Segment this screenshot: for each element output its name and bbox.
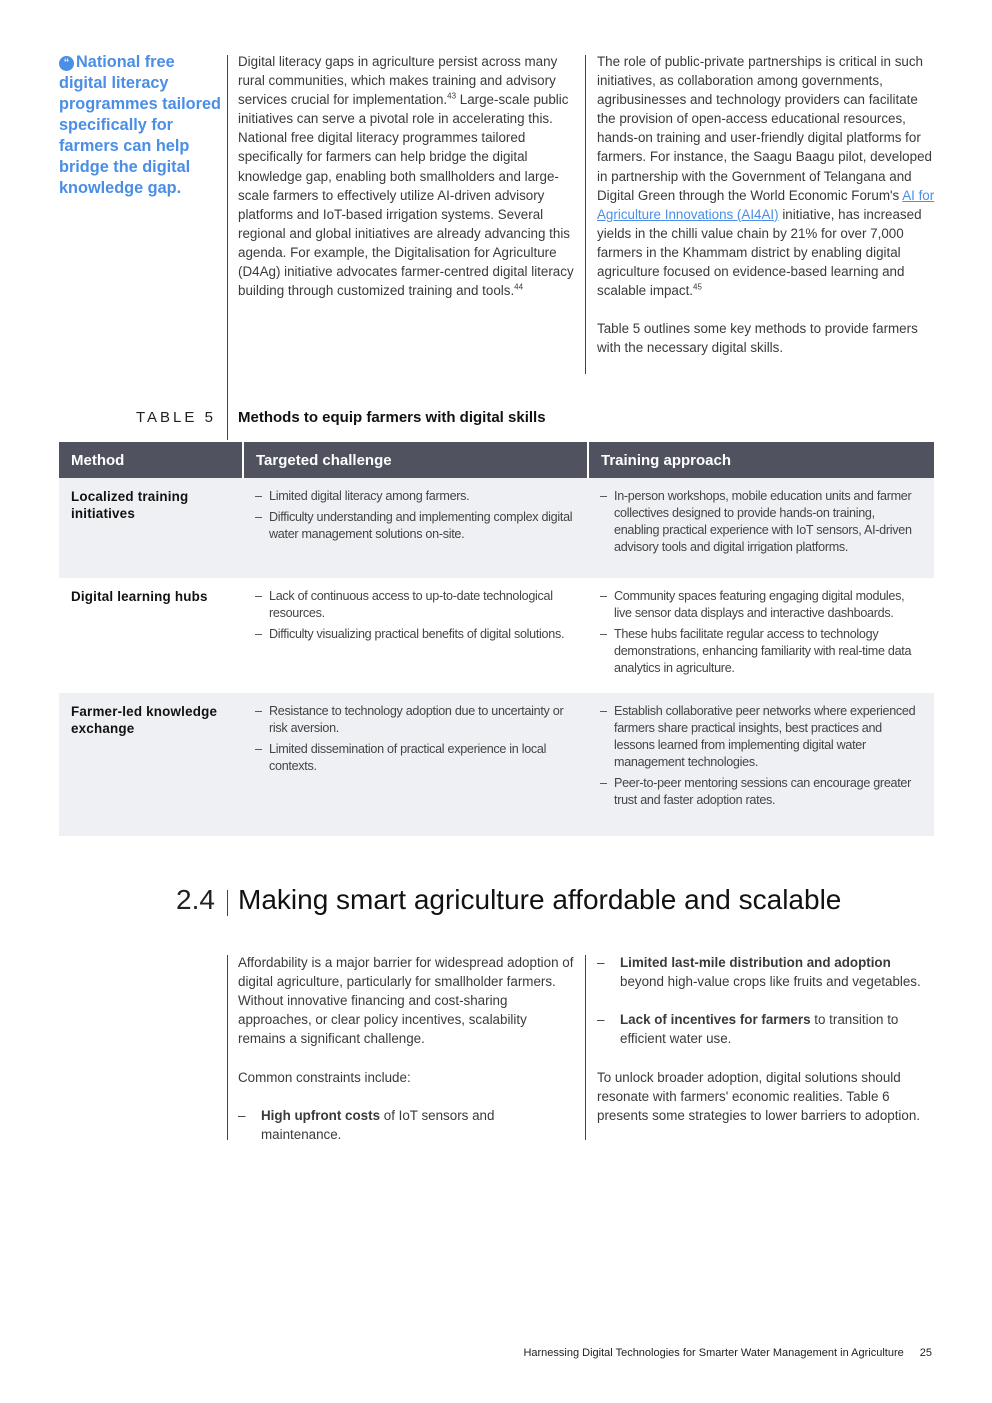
ai4ai-link[interactable]: AI for Agriculture Innovations (AI4AI) [597, 187, 935, 222]
divider [585, 55, 586, 374]
pull-quote-text: National free digital literacy programmes tailored specifically for farmers can help bridge the digital knowledge gap. [59, 53, 221, 197]
methods-table [59, 442, 934, 836]
body-paragraph-mid [238, 52, 578, 300]
list-item: – Limited dissemination of practical experience in local contexts. [255, 741, 576, 775]
bullet-text: to transition to efficient water use. [620, 1012, 899, 1047]
column-header: Targeted challenge [243, 442, 588, 478]
method-cell: Farmer-led knowledge exchange [59, 693, 243, 836]
table-row [59, 693, 934, 836]
list-item: – Limited digital literacy among farmers. [255, 488, 576, 505]
table-title: Methods to equip farmers with digital skills [238, 409, 546, 426]
column-header: Method [59, 442, 243, 478]
list-item: – Establish collaborative peer networks where experienced farmers share practical insights, best practices and lessons learned from implementing digital water management technologies. [600, 703, 922, 771]
footer [507, 1347, 932, 1359]
method-cell: Digital learning hubs [71, 589, 208, 604]
bullet-text: of IoT sensors and maintenance. [261, 1107, 495, 1142]
footnote-ref: 43 [447, 91, 457, 101]
table-row [59, 578, 934, 693]
body-paragraph-right [597, 52, 937, 358]
section-col-right [597, 953, 937, 1125]
list-item: – Difficulty understanding and implementing complex digital water management solutions on-site. [255, 509, 576, 543]
list-item: – Lack of continuous access to up-to-date technological resources. [255, 588, 576, 622]
list-item: – Resistance to technology adoption due to uncertainty or risk aversion. [255, 703, 576, 737]
paragraph: Common constraints include: [238, 1069, 411, 1085]
footnote-ref: 44 [514, 282, 524, 292]
text: initiative, has increased yields in the chilli value chain by 21% for over 7,000 farmers in the Khammam district by enabling digital agriculture focused on evidence-based learning and scalable impact. [597, 206, 922, 299]
divider [227, 55, 228, 440]
bullet-text: beyond high-value crops like fruits and vegetables. [620, 974, 921, 990]
footnote-ref: 45 [693, 282, 702, 292]
list-item: – Difficulty visualizing practical benefits of digital solutions. [255, 626, 576, 643]
section-title: Making smart agriculture affordable and scalable [238, 884, 842, 915]
list-item: – Peer-to-peer mentoring sessions can encourage greater trust and faster adoption rates. [600, 775, 922, 809]
table-row [59, 478, 934, 578]
text: Table 5 outlines some key methods to provide farmers with the necessary digital skills. [597, 321, 918, 356]
bullet [597, 1010, 937, 1048]
text: Digital literacy gaps in agriculture persist across many rural communities, which makes training and advisory services crucial for implementation. [238, 54, 558, 108]
table-label: TABLE 5 [136, 409, 216, 426]
method-cell: Localized training initiatives [59, 478, 243, 578]
bullet-bold: High upfront costs [261, 1107, 381, 1123]
divider [227, 890, 228, 916]
divider [227, 955, 228, 1140]
divider [585, 955, 586, 1140]
text: The role of public-private partnerships is critical in such initiatives, as collaboration among governments, agribusinesses and technology providers can facilitate the provision of open-access educational resources, hands-on training and user-friendly digital platforms for farmers. For instance, the Saagu Baagu pilot, developed in partnership with the Government of Telangana and Digital Green through the World Economic Forum's [597, 54, 932, 203]
quote-icon: “ [59, 56, 74, 71]
paragraph: To unlock broader adoption, digital solutions should resonate with farmers' economic realities. Table 6 presents some strategies to lower barriers to adoption. [597, 1069, 921, 1123]
column-header: Training approach [588, 442, 934, 478]
footer-title: Harnessing Digital Technologies for Smarter Water Management in Agriculture [523, 1347, 904, 1359]
bullet-bold: Limited last-mile distribution and adoption [620, 955, 891, 970]
bullet-bold: Lack of incentives for farmers [620, 1012, 811, 1028]
list-item: – In-person workshops, mobile education units and farmer collectives designed to provide hands-on training, enabling practical experience with IoT sensors, AI-driven advisory tools and digital irrigation platforms. [600, 488, 922, 556]
bullet [238, 1106, 578, 1144]
list-item: – These hubs facilitate regular access to technology demonstrations, enhancing familiarity with real-time data analytics in agriculture. [600, 626, 922, 677]
section-col-left [238, 953, 578, 1144]
bullet [597, 953, 937, 991]
paragraph: Affordability is a major barrier for widespread adoption of digital agriculture, particularly for smallholder farmers. Without innovative financing and cost-sharing approaches, or clear policy incentives, scalability remains a significant challenge. [238, 955, 574, 1047]
section-number: 2.4 [176, 884, 215, 915]
pull-quote [59, 52, 224, 199]
list-item: – Community spaces featuring engaging digital modules, live sensor data displays and interactive dashboards. [600, 588, 922, 622]
text: Large-scale public initiatives can serve a pivotal role in accelerating this. National free digital literacy programmes tailored specifically for farmers can help bridge the digital knowledge gap, enabling both smallholders and large-scale farmers to effectively utilize AI-driven advisory platforms and IoT-based irrigation systems. Several regional and global initiatives are already advancing this agenda. For example, the Digitalisation for Agriculture (D4Ag) initiative advocates farmer-centred digital literacy building through customized training and tools. [238, 92, 574, 299]
page-number: 25 [919, 1347, 932, 1359]
